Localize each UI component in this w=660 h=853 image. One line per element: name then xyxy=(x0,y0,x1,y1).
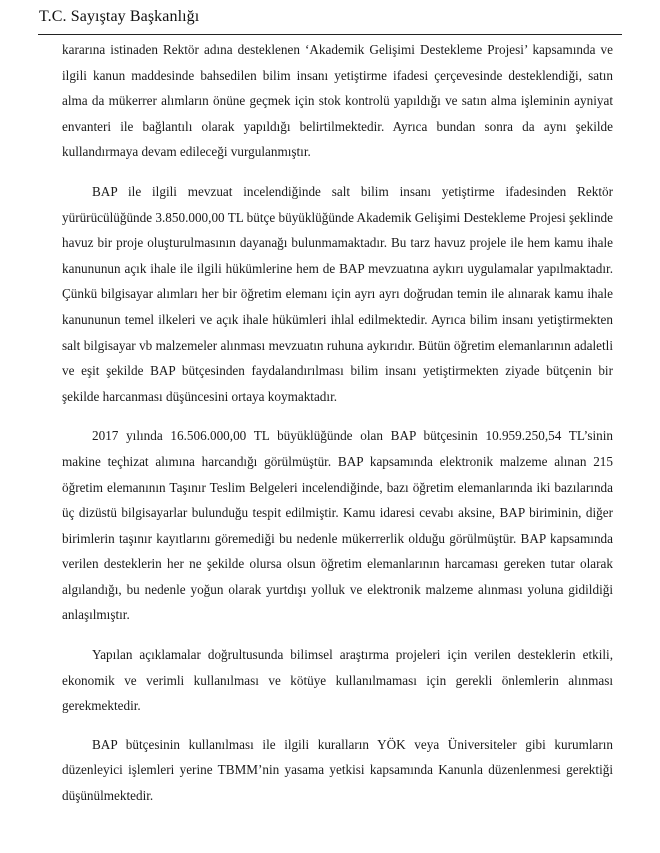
paragraph-2017-budget: 2017 yılında 16.506.000,00 TL büyüklüğünde olan BAP bütçesinin 10.959.250,54 TL’sinin makine teçhizat alımına harcandığı görülmüştür. BAP kapsamında elektronik malzeme alınan 215 öğretim elemanının Taşınır Teslim Belgeleri incelendiğinde, bazı öğretim elemanlarında iki bazılarında üç dizüstü bilgisayarlar bulunduğu tespit edilmiştir. Kamu idaresi cevabı aksine, BAP biriminin, diğer birimlerin taşınır kayıtlarını göremediği bu nedenle mükerrerlik olduğu görülmüştür. BAP kapsamında verilen desteklerin her ne şekilde olursa olsun öğretim elemanlarının harcaması gereken tutar olarak algılandığı, bu nedenle yoğun olarak yurtdışı yolluk ve elektronik malzeme alınması yoluna gidildiği anlaşılmıştır. xyxy=(62,428,613,623)
document-body xyxy=(62,37,613,809)
paragraph-continuation: kararına istinaden Rektör adına desteklenen ‘Akademik Gelişimi Destekleme Projesi’ kapsamında ve ilgili kanun maddesinde bahsedilen bilim insanı yetiştirme ifadesi çerçevesinde desteklendiği, satın alma da mükerrer alımların önüne geçmek için stok kontrolü yapıldığı ve satın alma işleminin ayniyat envanteri ile bağlantılı olarak yapıldığı belirtilmektedir. Ayrıca bundan sonra da aynı şekilde kullandırmaya devam edileceği vurgulanmıştır. xyxy=(62,42,613,160)
paragraph-bap-regulation: BAP ile ilgili mevzuat incelendiğinde salt bilim insanı yetiştirme ifadesinden Rektör yürürücülüğünde 3.850.000,00 TL bütçe büyüklüğünde Akademik Gelişimi Destekleme Projesi şeklinde havuz bir proje oluşturulmasının dayanağı bulunmamaktadır. Bu tarz havuz projele ile hem kamu ihale kanununun açık ihale ile ilgili hükümlerine hem de BAP mevzuatına aykırı uygulamalar yapılmaktadır. Çünkü bilgisayar alımları her bir öğretim elemanı için ayrı ayrı doğrudan temin ile alınarak kamu ihale kanununun temel ilkeleri ve açık ihale hükümleri ihlal edilmektedir. Ayrıca bilim insanı yetiştirmekten salt bilgisayar vb malzemeler alınması mevzuatın ruhuna aykırıdır. Bütün öğretim elemanlarının adaletli ve eşit şekilde BAP bütçesinden faydalandırılması bilim insanı yetiştirmekten ziyade bütçenin bir şekilde harcanması düşüncesini ortaya koymaktadır. xyxy=(62,183,613,404)
paragraph-measures: Yapılan açıklamalar doğrultusunda bilimsel araştırma projeleri için verilen desteklerin etkili, ekonomik ve verimli kullanılması ve kötüye kullanılmaması için gerekli önlemlerin alınması gerekmektedir. xyxy=(62,647,613,714)
header-divider xyxy=(38,34,622,35)
page-header-title: T.C. Sayıştay Başkanlığı xyxy=(39,8,200,25)
paragraph-legislation: BAP bütçesinin kullanılması ile ilgili kuralların YÖK veya Üniversiteler gibi kurumların düzenleyici işlemleri yerine TBMM’nin yasama yetkisi kapsamında Kanunla düzenlenmesi gerektiği düşünülmektedir. xyxy=(62,736,613,804)
